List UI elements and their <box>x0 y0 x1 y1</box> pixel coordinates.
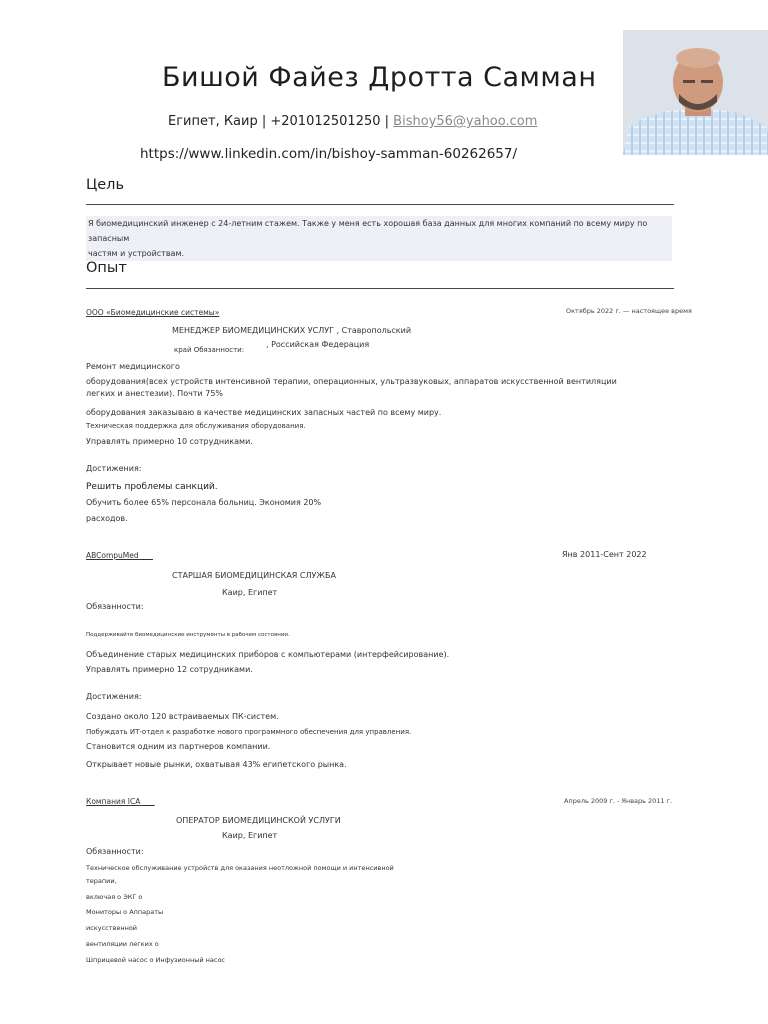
duty-item: включая o ЭКГ o <box>86 893 143 901</box>
profile-photo-image <box>623 30 768 155</box>
job-dates: Апрель 2009 г. - Январь 2011 г. <box>564 797 673 805</box>
duty-item: искусственной <box>86 924 138 932</box>
duty-item: Поддерживайте биомедицинские инструменты в рабочем состоянии. <box>86 632 290 638</box>
duties-heading: Обязанности: <box>86 602 144 611</box>
job-location: Каир, Египет <box>222 588 278 597</box>
email-link[interactable]: Bishoy56@yahoo.com <box>393 114 538 129</box>
achievement-item: Обучить более 65% персонала больниц. Экономия 20% <box>86 498 322 507</box>
candidate-name: Бишой Файез Дротта Самман <box>162 62 597 93</box>
duty-item: Мониторы o Аппараты <box>86 908 164 916</box>
objective-heading: Цель <box>86 177 124 193</box>
job-company[interactable]: ООО «Биомедицинские системы» <box>86 308 220 317</box>
job-company[interactable] <box>86 551 153 560</box>
achievement-item: Открывает новые рынки, охватывая 43% египетского рынка. <box>86 760 347 769</box>
job-company-text: Компания ICA <box>86 797 141 806</box>
achievement-item: Решить проблемы санкций. <box>86 482 218 492</box>
job-location: , Российская Федерация <box>266 340 370 349</box>
duty-item: Техническое обслуживание устройств для оказания неотложной помощи и интенсивной <box>86 864 394 872</box>
objective-line: частям и устройствам. <box>88 249 185 258</box>
duty-item: терапии, <box>86 877 117 885</box>
duty-item: Шприцевой насос o Инфузионный насос <box>86 956 225 964</box>
linkedin-link[interactable]: https://www.linkedin.com/in/bishoy-samman-60262657/ <box>140 146 518 162</box>
duty-item: оборудования заказываю в качестве медицинских запасных частей по всему миру. <box>86 408 442 417</box>
duty-item: Техническая поддержка для обслуживания оборудования. <box>86 422 306 430</box>
duty-item: Ремонт медицинского <box>86 362 180 371</box>
contact-text: Египет, Каир | +201012501250 | <box>168 114 394 129</box>
achievements-heading: Достижения: <box>86 464 142 473</box>
job-role: ОПЕРАТОР БИОМЕДИЦИНСКОЙ УСЛУГИ <box>176 816 341 825</box>
achievement-item: расходов. <box>86 514 128 523</box>
job-role: СТАРШАЯ БИОМЕДИЦИНСКАЯ СЛУЖБА <box>172 571 336 580</box>
duty-item: Объединение старых медицинских приборов с компьютерами (интерфейсирование). <box>86 650 450 659</box>
duty-item: оборудования(всех устройств интенсивной терапии, операционных, ультразвуковых, аппаратов искусственной вентиляции <box>86 377 617 386</box>
duty-item: вентиляции легких o <box>86 940 159 948</box>
duty-item: Управлять примерно 10 сотрудниками. <box>86 437 253 446</box>
achievement-item: Создано около 120 встраиваемых ПК-систем. <box>86 712 279 721</box>
duty-item: Управлять примерно 12 сотрудниками. <box>86 665 253 674</box>
job-location-prefix: край Обязанности: <box>174 346 245 354</box>
achievement-item: Становится одним из партнеров компании. <box>86 742 271 751</box>
job-company[interactable] <box>86 797 155 806</box>
achievements-heading: Достижения: <box>86 692 142 701</box>
contact-line <box>168 114 537 129</box>
job-dates: Янв 2011-Сент 2022 <box>562 550 647 559</box>
section-divider <box>86 204 674 205</box>
job-role: МЕНЕДЖЕР БИОМЕДИЦИНСКИХ УСЛУГ , Ставропольский <box>172 326 412 335</box>
objective-line: Я биомедицинский инженер с 24-летним стажем. Также у меня есть хорошая база данных для многих компаний по всему миру по запасным <box>88 219 648 243</box>
duty-item: легких и анестезии). Почти 75% <box>86 389 224 398</box>
objective-text <box>86 216 672 261</box>
section-divider <box>86 288 674 289</box>
profile-photo <box>623 30 768 155</box>
duties-heading: Обязанности: <box>86 847 144 856</box>
experience-heading: Опыт <box>86 260 127 276</box>
achievement-item: Побуждать ИТ-отдел к разработке нового программного обеспечения для управления. <box>86 728 412 736</box>
job-company-text: ABCompuMed <box>86 551 139 560</box>
job-dates: Октябрь 2022 г. — настоящее время <box>566 307 692 315</box>
job-location: Каир, Египет <box>222 831 278 840</box>
